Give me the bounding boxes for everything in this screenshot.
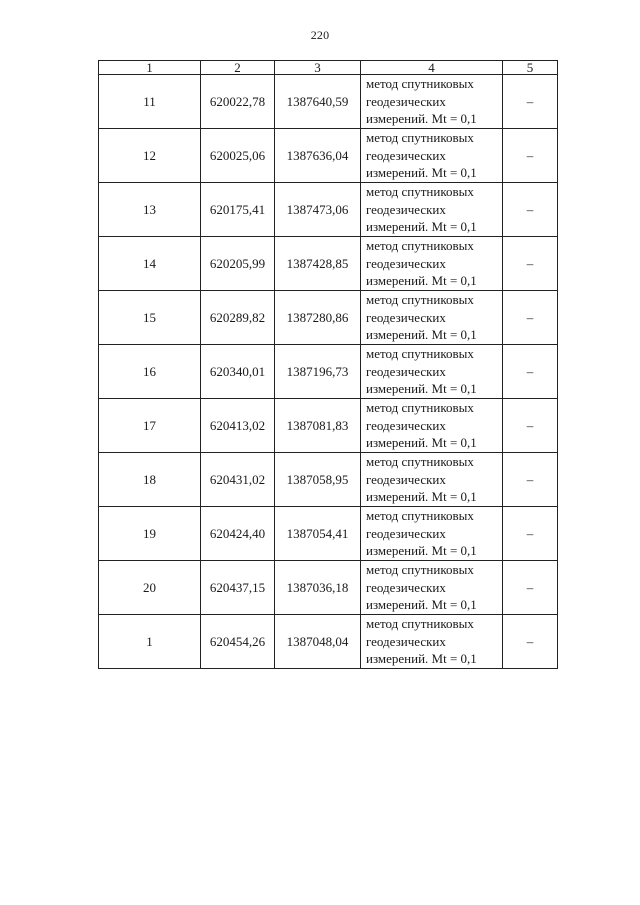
method-cell	[361, 237, 503, 291]
method-cell	[361, 183, 503, 237]
x-coordinate-cell: 620340,01	[201, 345, 275, 399]
y-coordinate-cell: 1387048,04	[275, 615, 361, 669]
table-row	[99, 345, 558, 399]
y-coordinate-cell: 1387196,73	[275, 345, 361, 399]
method-line: метод спутниковых	[366, 400, 474, 416]
point-number-cell: 1	[99, 615, 201, 669]
method-line: метод спутниковых	[366, 616, 474, 632]
method-line: измерений. Mt = 0,1	[366, 327, 477, 343]
note-cell: –	[503, 345, 558, 399]
point-number-cell: 15	[99, 291, 201, 345]
column-header-1: 1	[99, 61, 201, 75]
table-row	[99, 291, 558, 345]
y-coordinate-cell: 1387428,85	[275, 237, 361, 291]
table-row	[99, 561, 558, 615]
method-line: измерений. Mt = 0,1	[366, 543, 477, 559]
x-coordinate-cell: 620431,02	[201, 453, 275, 507]
method-line: измерений. Mt = 0,1	[366, 111, 477, 127]
method-cell	[361, 507, 503, 561]
note-cell: –	[503, 183, 558, 237]
method-line: метод спутниковых	[366, 76, 474, 92]
x-coordinate-cell: 620175,41	[201, 183, 275, 237]
method-line: геодезических	[366, 579, 446, 595]
method-line: измерений. Mt = 0,1	[366, 597, 477, 613]
method-cell	[361, 561, 503, 615]
method-line: измерений. Mt = 0,1	[366, 219, 477, 235]
method-line: геодезических	[366, 309, 446, 325]
x-coordinate-cell: 620205,99	[201, 237, 275, 291]
method-line: геодезических	[366, 417, 446, 433]
x-coordinate-cell: 620025,06	[201, 129, 275, 183]
note-cell: –	[503, 237, 558, 291]
note-cell: –	[503, 561, 558, 615]
table-row	[99, 75, 558, 129]
method-cell	[361, 453, 503, 507]
table-row	[99, 183, 558, 237]
method-line: геодезических	[366, 363, 446, 379]
table-row	[99, 615, 558, 669]
point-number-cell: 18	[99, 453, 201, 507]
x-coordinate-cell: 620424,40	[201, 507, 275, 561]
column-header-2: 2	[201, 61, 275, 75]
y-coordinate-cell: 1387058,95	[275, 453, 361, 507]
point-number-cell: 12	[99, 129, 201, 183]
method-line: геодезических	[366, 471, 446, 487]
point-number-cell: 20	[99, 561, 201, 615]
method-line: измерений. Mt = 0,1	[366, 651, 477, 667]
method-line: метод спутниковых	[366, 184, 474, 200]
table-row	[99, 399, 558, 453]
x-coordinate-cell: 620413,02	[201, 399, 275, 453]
y-coordinate-cell: 1387640,59	[275, 75, 361, 129]
x-coordinate-cell: 620437,15	[201, 561, 275, 615]
note-cell: –	[503, 75, 558, 129]
method-line: измерений. Mt = 0,1	[366, 489, 477, 505]
method-line: метод спутниковых	[366, 238, 474, 254]
method-cell	[361, 291, 503, 345]
method-line: метод спутниковых	[366, 508, 474, 524]
x-coordinate-cell: 620022,78	[201, 75, 275, 129]
point-number-cell: 19	[99, 507, 201, 561]
x-coordinate-cell: 620289,82	[201, 291, 275, 345]
table-row	[99, 507, 558, 561]
point-number-cell: 13	[99, 183, 201, 237]
column-header-3: 3	[275, 61, 361, 75]
point-number-cell: 11	[99, 75, 201, 129]
point-number-cell: 17	[99, 399, 201, 453]
method-line: геодезических	[366, 201, 446, 217]
method-line: измерений. Mt = 0,1	[366, 165, 477, 181]
method-line: метод спутниковых	[366, 346, 474, 362]
note-cell: –	[503, 129, 558, 183]
method-cell	[361, 129, 503, 183]
method-cell	[361, 615, 503, 669]
method-line: метод спутниковых	[366, 130, 474, 146]
y-coordinate-cell: 1387636,04	[275, 129, 361, 183]
method-cell	[361, 399, 503, 453]
coordinates-table	[98, 60, 558, 669]
method-cell	[361, 345, 503, 399]
table-row	[99, 453, 558, 507]
method-line: геодезических	[366, 525, 446, 541]
method-line: измерений. Mt = 0,1	[366, 273, 477, 289]
method-line: геодезических	[366, 147, 446, 163]
note-cell: –	[503, 615, 558, 669]
y-coordinate-cell: 1387473,06	[275, 183, 361, 237]
method-line: метод спутниковых	[366, 292, 474, 308]
column-header-5: 5	[503, 61, 558, 75]
table-body	[99, 75, 558, 669]
y-coordinate-cell: 1387081,83	[275, 399, 361, 453]
method-cell	[361, 75, 503, 129]
method-line: измерений. Mt = 0,1	[366, 381, 477, 397]
note-cell: –	[503, 399, 558, 453]
y-coordinate-cell: 1387054,41	[275, 507, 361, 561]
x-coordinate-cell: 620454,26	[201, 615, 275, 669]
point-number-cell: 16	[99, 345, 201, 399]
table-row	[99, 237, 558, 291]
note-cell: –	[503, 291, 558, 345]
method-line: геодезических	[366, 93, 446, 109]
y-coordinate-cell: 1387036,18	[275, 561, 361, 615]
note-cell: –	[503, 453, 558, 507]
table-row	[99, 129, 558, 183]
table-header-row	[99, 61, 558, 75]
method-line: геодезических	[366, 633, 446, 649]
page-number: 220	[310, 28, 330, 42]
column-header-4: 4	[361, 61, 503, 75]
method-line: геодезических	[366, 255, 446, 271]
method-line: измерений. Mt = 0,1	[366, 435, 477, 451]
method-line: метод спутниковых	[366, 562, 474, 578]
note-cell: –	[503, 507, 558, 561]
method-line: метод спутниковых	[366, 454, 474, 470]
y-coordinate-cell: 1387280,86	[275, 291, 361, 345]
point-number-cell: 14	[99, 237, 201, 291]
